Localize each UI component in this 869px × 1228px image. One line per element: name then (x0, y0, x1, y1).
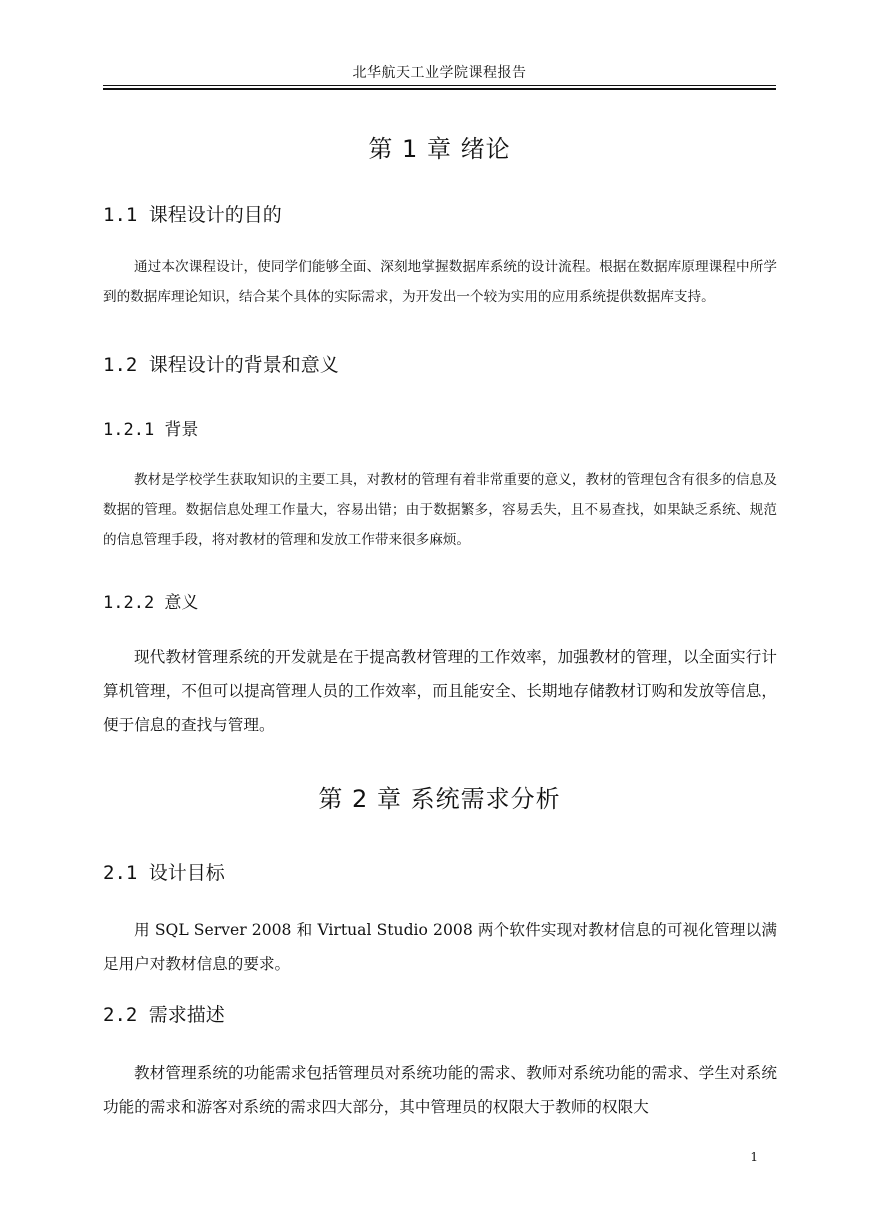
subsection-1-2-1-title: 1.2.1 背景 (103, 420, 199, 440)
subsection-1-2-2-paragraph: 现代教材管理系统的开发就是在于提高教材管理的工作效率，加强教材的管理，以全面实行计算机管理，不但可以提高管理人员的工作效率，而且能安全、长期地存储教材订购和发放等信息，便于信息的查找与管理。 (103, 648, 777, 734)
section-2-2-title: 2.2 需求描述 (103, 1004, 225, 1026)
page-number: 1 (750, 1150, 758, 1164)
header-rule-thin (103, 85, 776, 86)
header-rule-thick (103, 88, 776, 90)
chapter-2-title: 第 2 章 系统需求分析 (318, 785, 561, 813)
subsection-1-2-1-paragraph: 教材是学校学生获取知识的主要工具，对教材的管理有着非常重要的意义，教材的管理包含有很多的信息及数据的管理。数据信息处理工作量大，容易出错；由于数据繁多，容易丢失，且不易查找，如果缺乏系统、规范的信息管理手段，将对教材的管理和发放工作带来很多麻烦。 (103, 472, 777, 548)
section-2-1-paragraph: 用 SQL Server 2008 和 Virtual Studio 2008 两个软件实现对教材信息的可视化管理以满足用户对教材信息的要求。 (103, 921, 777, 973)
section-1-1-paragraph: 通过本次课程设计，使同学们能够全面、深刻地掌握数据库系统的设计流程。根据在数据库原理课程中所学到的数据库理论知识，结合某个具体的实际需求，为开发出一个较为实用的应用系统提供数据库支持。 (103, 259, 777, 305)
subsection-1-2-2-title: 1.2.2 意义 (103, 593, 199, 613)
section-1-2-title: 1.2 课程设计的背景和意义 (103, 354, 339, 376)
section-2-1-title: 2.1 设计目标 (103, 862, 225, 884)
chapter-1-title: 第 1 章 绪论 (368, 135, 511, 163)
section-2-2-paragraph: 教材管理系统的功能需求包括管理员对系统功能的需求、教师对系统功能的需求、学生对系统功能的需求和游客对系统的需求四大部分，其中管理员的权限大于教师的权限大 (103, 1064, 777, 1116)
page-header: 北华航天工业学院课程报告 (352, 65, 527, 81)
section-1-1-title: 1.1 课程设计的目的 (103, 204, 282, 226)
